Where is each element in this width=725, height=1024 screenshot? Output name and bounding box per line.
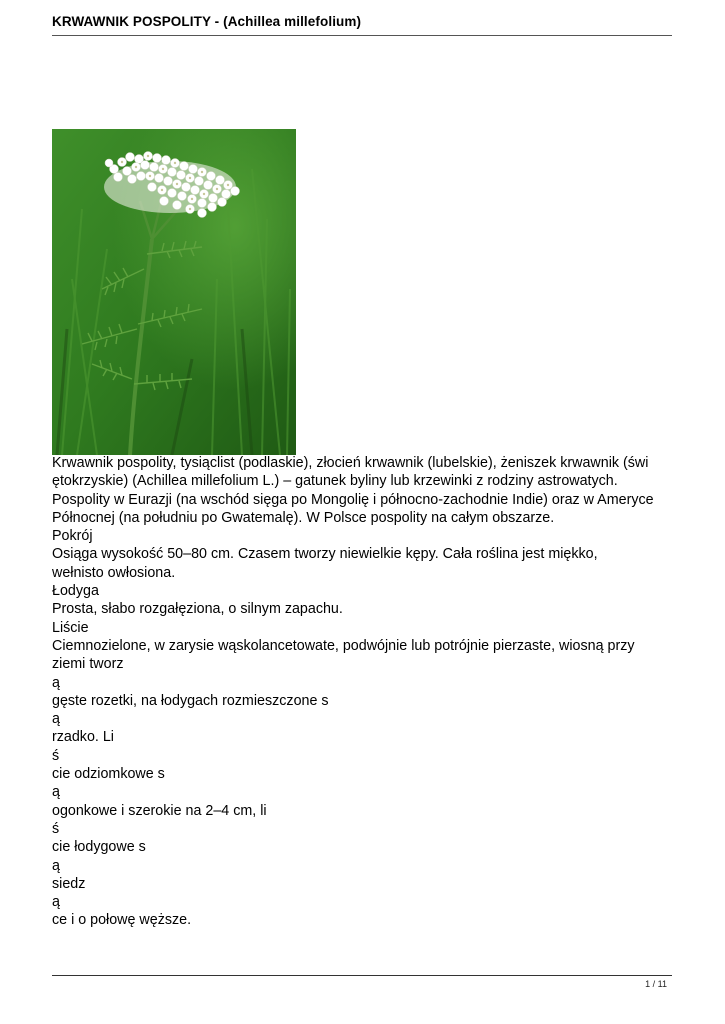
body-line: Prosta, słabo rozgałęziona, o silnym zapachu. [52,601,343,618]
section-heading-lodyga: Łodyga [52,583,99,600]
article-body [52,454,692,930]
body-line: Osiąga wysokość 50–80 cm. Czasem tworzy niewielkie kępy. Cała roślina jest miękko, [52,546,598,563]
body-line: ą [52,857,60,874]
body-line: Pospolity w Eurazji (na wschód sięga po Mongolię i północno-zachodnie Indie) oraz w Ameryce [52,491,654,508]
body-line: ś [52,747,60,764]
yarrow-photo [52,129,296,455]
body-line: ś [52,820,60,837]
body-line: Ciemnozielone, w zarysie wąskolancetowate, podwójnie lub potrójnie pierzaste, wiosną przy [52,637,635,654]
body-line: siedz [52,875,86,892]
body-line: cie łodygowe s [52,839,146,856]
body-line: rzadko. Li [52,729,114,746]
footer-divider [52,975,672,976]
body-line: cie odziomkowe s [52,766,165,783]
body-line: ą [52,784,60,801]
body-line: ą [52,674,60,691]
header-divider [52,35,672,36]
body-line: Krwawnik pospolity, tysiąclist (podlaskie), złocień krwawnik (lubelskie), żeniszek krwawnik (świ [52,455,649,471]
body-line: ziemi tworz [52,656,124,673]
document-title: KRWAWNIK POSPOLITY - (Achillea millefolium) [52,14,362,29]
page-number: 1 / 11 [645,979,667,989]
body-line: gęste rozetki, na łodygach rozmieszczone s [52,692,329,709]
section-heading-liscie: Liście [52,619,89,636]
body-line: ogonkowe i szerokie na 2–4 cm, li [52,802,267,819]
body-line: Północnej (na południu po Gwatemalę). W Polsce pospolity na całym obszarze. [52,509,555,526]
body-line: ce i o połowę węższe. [52,912,192,929]
body-line: wełnisto owłosiona. [52,564,176,581]
section-heading-pokroj: Pokrój [52,528,93,545]
body-line: ą [52,711,60,728]
body-line: ą [52,894,60,911]
body-line: ętokrzyskie) (Achillea millefolium L.) – gatunek byliny lub krzewinki z rodziny astrowatych. [52,473,618,490]
